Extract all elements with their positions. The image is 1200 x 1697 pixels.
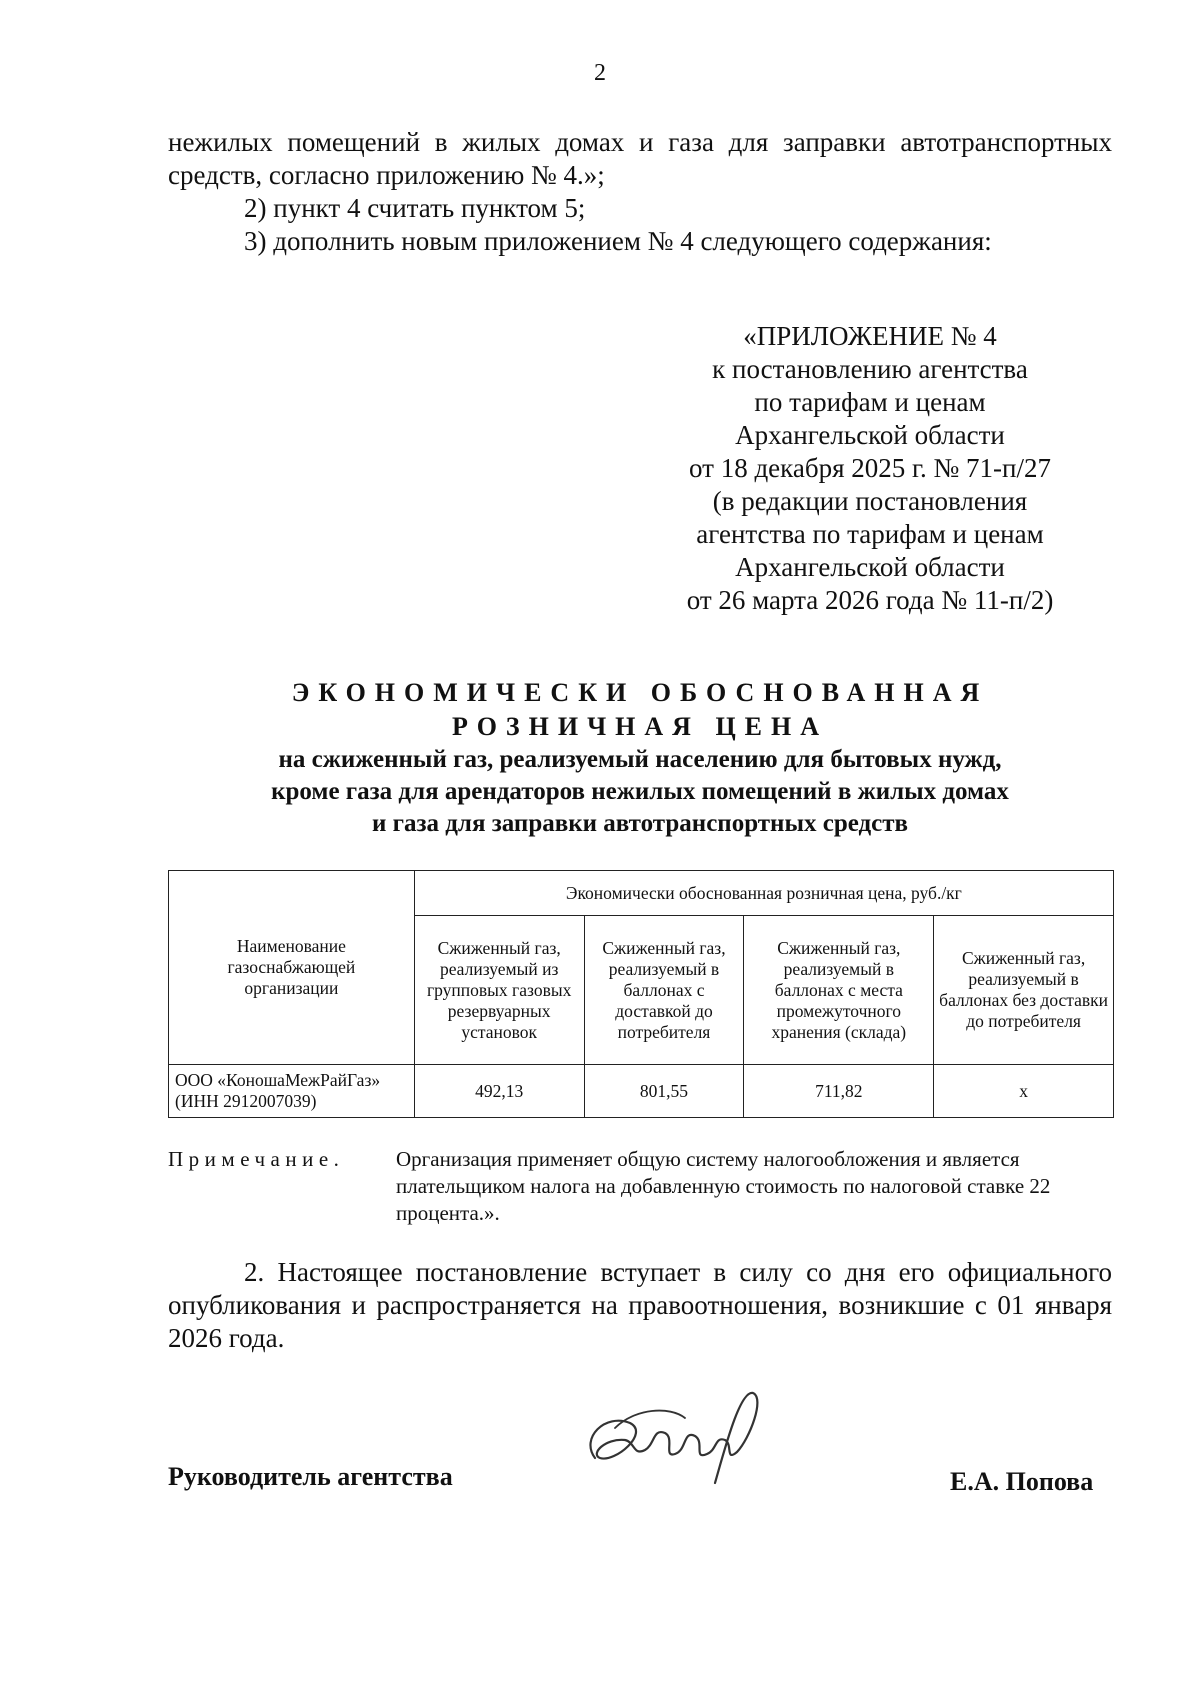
column-header-cylinders-delivery: Сжиженный газ, реализуемый в баллонах с доставкой до потребителя — [584, 916, 744, 1065]
org-inn: (ИНН 2912007039) — [175, 1091, 317, 1111]
title-line-1: ЭКОНОМИЧЕСКИ ОБОСНОВАННАЯ — [291, 678, 989, 707]
document-title — [168, 676, 1112, 840]
clause-2-paragraph: 2. Настоящее постановление вступает в силу со дня его официального опубликования и распространяется на правоотношения, возникшие с 01 января 2026 года. — [168, 1257, 1112, 1353]
appendix-line: агентства по тарифам и ценам — [696, 519, 1044, 549]
price-cell: 801,55 — [584, 1065, 744, 1118]
appendix-line: к постановлению агентства — [712, 354, 1028, 384]
title-line-2: РОЗНИЧНАЯ ЦЕНА — [451, 712, 829, 741]
intro-line-1: нежилых помещений в жилых домах и газа для заправки автотранспортных средств, согласно приложению № 4.»; — [168, 127, 1112, 190]
handwritten-signature — [575, 1378, 785, 1498]
org-column-header: Наименование газоснабжающей организации — [169, 871, 415, 1065]
intro-item-3: 3) дополнить новым приложением № 4 следующего содержания: — [244, 226, 992, 256]
note-label: Примечание. — [168, 1147, 345, 1171]
appendix-line: Архангельской области — [735, 420, 1005, 450]
table-row — [169, 1065, 1114, 1118]
subtitle-line-2: кроме газа для арендаторов нежилых помещений в жилых домах — [271, 778, 1009, 805]
appendix-line: от 26 марта 2026 года № 11-п/2) — [686, 585, 1054, 615]
column-header-cylinders-warehouse: Сжиженный газ, реализуемый в баллонах с места промежуточного хранения (склада) — [744, 916, 934, 1065]
price-group-header: Экономически обоснованная розничная цена, руб./кг — [414, 871, 1113, 916]
appendix-line: по тарифам и ценам — [754, 387, 986, 417]
intro-paragraph — [168, 126, 1112, 258]
price-cell: 711,82 — [744, 1065, 934, 1118]
signatory-name: Е.А. Попова — [950, 1467, 1094, 1496]
appendix-line: «ПРИЛОЖЕНИЕ № 4 — [743, 321, 997, 351]
column-header-cylinders-no-delivery: Сжиженный газ, реализуемый в баллонах без доставки до потребителя — [934, 916, 1114, 1065]
org-name: ООО «КоношаМежРайГаз» — [175, 1070, 381, 1090]
appendix-line: (в редакции постановления — [712, 486, 1028, 516]
intro-item-2: 2) пункт 4 считать пунктом 5; — [244, 193, 586, 223]
table-header-row — [169, 871, 1114, 916]
org-cell — [169, 1065, 415, 1118]
note-text: Организация применяет общую систему налогообложения и является плательщиком налога на добавленную стоимость по налоговой ставке 22 процента.». — [396, 1147, 1051, 1225]
page-number: 2 — [594, 60, 606, 86]
appendix-line: от 18 декабря 2025 г. № 71-п/27 — [689, 453, 1051, 483]
price-table — [168, 870, 1114, 1118]
subtitle-line-3: и газа для заправки автотранспортных средств — [371, 810, 909, 837]
subtitle-line-1: на сжиженный газ, реализуемый населению для бытовых нужд, — [278, 746, 1002, 773]
column-header-group-tanks: Сжиженный газ, реализуемый из групповых газовых резервуарных установок — [414, 916, 584, 1065]
price-cell: х — [934, 1065, 1114, 1118]
signatory-position: Руководитель агентства — [168, 1462, 453, 1491]
price-cell: 492,13 — [414, 1065, 584, 1118]
appendix-header — [640, 320, 1100, 617]
appendix-line: Архангельской области — [735, 552, 1005, 582]
